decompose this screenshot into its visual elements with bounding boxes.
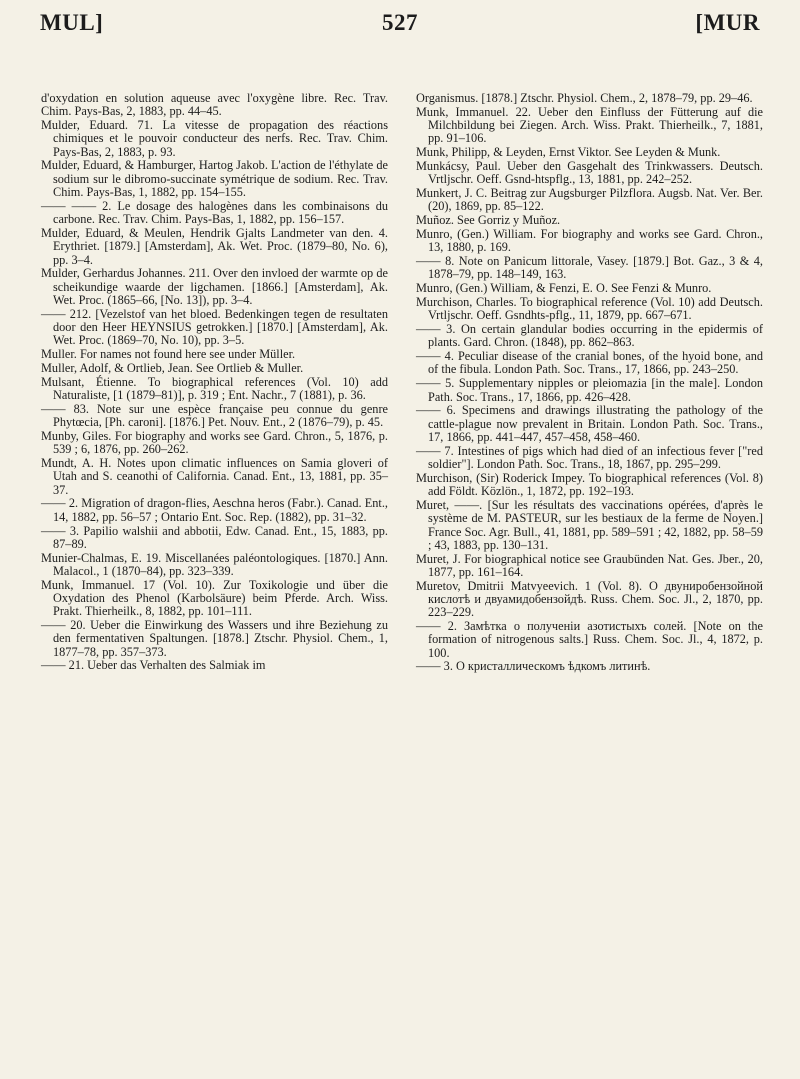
entry (416, 445, 763, 472)
entry-text: Mulder, Eduard. 71. La vitesse de propagation des réactions chimiques et le pouvoir conducteur des nerfs. Rec. Trav. Chim. Pays-Bas, 2, 1883, p. 93. (41, 118, 388, 159)
left-column (41, 92, 388, 673)
entry (41, 552, 388, 579)
entry-text: —— 5. Supplementary nipples or pleiomazia [in the male]. London Path. Soc. Trans., 17, 1866, pp. 426–428. (416, 376, 763, 404)
entry-text: —— 4. Peculiar disease of the cranial bones, of the hyoid bone, and of the fibula. London Path. Soc. Trans., 17, 1866, pp. 243–250. (416, 349, 763, 377)
entry (416, 350, 763, 377)
entry-text: Muller, Adolf, & Ortlieb, Jean. See Ortlieb & Muller. (41, 360, 304, 375)
entry-text: Munro, (Gen.) William, & Fenzi, E. O. See Fenzi & Munro. (416, 281, 712, 296)
entry-text: Munk, Philipp, & Leyden, Ernst Viktor. See Leyden & Munk. (416, 145, 721, 160)
entry (416, 660, 763, 673)
entry (416, 214, 763, 227)
entry-text: —— 3. Papilio walshii and abbotii, Edw. Canad. Ent., 15, 1883, pp. 87–89. (41, 523, 388, 551)
page-header (40, 6, 760, 40)
entry-text: Munby, Giles. For biography and works see Gard. Chron., 5, 1876, p. 539 ; 6, 1876, pp. 260–262. (41, 428, 388, 457)
entry-text: —— 2. Migration of dragon-flies, Aeschna heros (Fabr.). Canad. Ent., 14, 1882, pp. 56–57 ; Ontario Ent. Soc. Rep. (1882), pp. 31–32. (41, 496, 388, 524)
entry-text: Muñoz. See Gorriz y Muñoz. (416, 213, 561, 228)
entry-text: —— 83. Note sur une espèce française peu connue du genre Phytœcia, [Ph. caroni]. [1876.] Pet. Nouv. Ent., 2 (1876–79), p. 45. (41, 401, 388, 430)
entry (416, 255, 763, 282)
entry-text: Munk, Immanuel. 22. Ueber den Einfluss der Fütterung auf die Milchbildung bei Ziegen. Arch. Wiss. Prakt. Thierheilk., 7, 1881, pp. 91–106. (416, 104, 763, 146)
entry (41, 403, 388, 430)
entry (416, 472, 763, 499)
entry (41, 430, 388, 457)
entry-text: —— 21. Ueber das Verhalten des Salmiak im (41, 658, 266, 673)
entry-text: —— 212. [Vezelstof van het bloed. Bedenkingen tegen de resultaten door den Heer HEYNSIUS getrokken.] [1870.] [Amsterdam], Ak. Wet. Proc. (1869–70, No. 10), pp. 3–5. (41, 306, 388, 348)
entry (416, 187, 763, 214)
entry (416, 228, 763, 255)
entry (41, 579, 388, 619)
entry (416, 146, 763, 159)
entry (41, 92, 388, 119)
header-left-guide: MUL] (40, 10, 104, 35)
entry-text: —— 3. On certain glandular bodies occurring in the epidermis of plants. Gard. Chron. (1848), pp. 862–863. (416, 322, 763, 350)
entry-text: Mundt, A. H. Notes upon climatic influences on Samia gloveri of Utah and S. ceanothi of California. Canad. Ent., 13, 1881, pp. 35–37. (41, 456, 388, 497)
entry (416, 296, 763, 323)
entry-text: Munkert, J. C. Beitrag zur Augsburger Pilzflora. Augsb. Nat. Ver. Ber. (20), 1869, pp. 85–122. (416, 186, 763, 214)
entry-text: —— 8. Note on Panicum littorale, Vasey. [1879.] Bot. Gaz., 3 & 4, 1878–79, pp. 148–149, 163. (416, 254, 763, 282)
entry-text: d'oxydation en solution aqueuse avec l'oxygène libre. Rec. Trav. Chim. Pays-Bas, 2, 1883, pp. 44–45. (41, 91, 388, 119)
entry-text: Muller. For names not found here see under Müller. (41, 347, 296, 362)
entry (41, 119, 388, 159)
entry-text: Murchison, Charles. To biographical reference (Vol. 10) add Deutsch. Vrtljschr. Oeff. Gsndhts-pflg., 11, 1879, pp. 667–671. (416, 294, 763, 323)
entry (41, 497, 388, 524)
entry-text: Mulder, Eduard, & Hamburger, Hartog Jakob. L'action de l'éthylate de sodium sur le dibromo-succinate symétrique de sodium. Rec. Trav. Chim. Pays-Bas, 1, 1882, pp. 154–155. (41, 158, 388, 200)
entry (416, 282, 763, 295)
entry (41, 200, 388, 227)
entry (416, 160, 763, 187)
entry-text: Mulsant, Étienne. To biographical references (Vol. 10) add Naturaliste, [1 (1879–81)], p. 319 ; Ent. Nachr., 7 (1881), p. 36. (41, 374, 388, 403)
entry (41, 619, 388, 659)
entry (41, 457, 388, 497)
entry (41, 362, 388, 375)
entry-text: —— —— 2. Le dosage des halogènes dans les combinaisons du carbone. Rec. Trav. Chim. Pays-Bas, 1, 1882, pp. 156–157. (41, 198, 388, 227)
entry-text: Munier-Chalmas, E. 19. Miscellanées paléontologiques. [1870.] Ann. Malacol., 1 (1870–84), pp. 323–339. (41, 550, 388, 578)
entry-text: Organismus. [1878.] Ztschr. Physiol. Chem., 2, 1878–79, pp. 29–46. (416, 91, 753, 105)
entry-text: Munkácsy, Paul. Ueber den Gasgehalt des Trinkwassers. Deutsch. Vrtljschr. Oeff. Gsnd-htspflg., 13, 1881, pp. 242–252. (416, 158, 763, 187)
page-number: 527 (382, 10, 418, 35)
header-right-guide: [MUR (695, 10, 760, 35)
entry (41, 525, 388, 552)
entry (416, 404, 763, 444)
entry-text: Munk, Immanuel. 17 (Vol. 10). Zur Toxikologie und über die Oxydation des Phenol (Karbolsäure) beim Pferde. Arch. Wiss. Prakt. Thierheilk., 8, 1882, pp. 101–111. (41, 577, 388, 619)
entry-text: Munro, (Gen.) William. For biography and works see Gard. Chron., 13, 1880, p. 169. (416, 226, 763, 255)
entry (416, 499, 763, 552)
entry (41, 227, 388, 267)
entry (416, 620, 763, 660)
entry (41, 376, 388, 403)
entry (416, 377, 763, 404)
entry-text: Muret, ——. [Sur les résultats des vaccinations opérées, d'après le système de M. PASTEUR, sur les bestiaux de la ferme de Noyen.] France Soc. Agr. Bull., 41, 1881, pp. 589–591 ; 42, 1882, pp. 58–59 ; 43, 1883, pp. 130–131. (416, 497, 763, 552)
entry-text: —— 3. О кристаллическомъ ѣдкомъ литинѣ. (416, 659, 651, 674)
entry-text: Mulder, Gerhardus Johannes. 211. Over den invloed der warmte op de scheikundige waarde der ligchamen. [1866.] [Amsterdam], Ak. Wet. Proc. (1865–66, [No. 13]), pp. 3–4. (41, 266, 388, 307)
entry (41, 159, 388, 199)
entry-text: —— 20. Ueber die Einwirkung des Wassers und ihre Beziehung zu den fermentativen Spaltungen. [1878.] Ztschr. Physiol. Chem., 1, 1877–78, pp. 357–373. (41, 618, 388, 659)
entry (41, 267, 388, 307)
right-column (416, 92, 763, 674)
entry (41, 348, 388, 361)
entry (416, 580, 763, 620)
entry-text: Murchison, (Sir) Roderick Impey. To biographical references (Vol. 8) add Földt. Közlön., 1, 1872, pp. 192–193. (416, 470, 763, 499)
entry-text: Muretov, Dmitrii Matvyeevich. 1 (Vol. 8). О двуниробензойной кислотѣ и двуамидобензойдѣ. Russ. Chem. Soc. Jl., 2, 1870, pp. 223–229. (416, 578, 763, 620)
entry (416, 553, 763, 580)
entry (416, 106, 763, 146)
entry-text: Mulder, Eduard, & Meulen, Hendrik Gjalts Landmeter van den. 4. Erythriet. [1879.] [Amsterdam], Ak. Wet. Proc. (1879–80, No. 6), pp. 3–4. (41, 225, 388, 267)
entry-text: —— 7. Intestines of pigs which had died of an infectious fever ["red soldier"]. London Path. Soc. Trans., 18, 1867, pp. 295–299. (416, 443, 763, 472)
entry-text: —— 6. Specimens and drawings illustrating the pathology of the cattle-plague now prevalent in Britain. London Path. Soc. Trans., 17, 1866, pp. 441–447, 457–458, 458–460. (416, 403, 763, 444)
entry (416, 92, 763, 105)
entry (41, 308, 388, 348)
entry (416, 323, 763, 350)
entry-text: Muret, J. For biographical notice see Graubünden Nat. Ges. Jber., 20, 1877, pp. 161–164. (416, 551, 763, 579)
entry-text: —— 2. Замѣтка о полученіи азотистыхъ солей. [Note on the formation of nitrogenous salts.] Russ. Chem. Soc. Jl., 4, 1872, p. 100. (416, 619, 763, 660)
entry (41, 659, 388, 672)
